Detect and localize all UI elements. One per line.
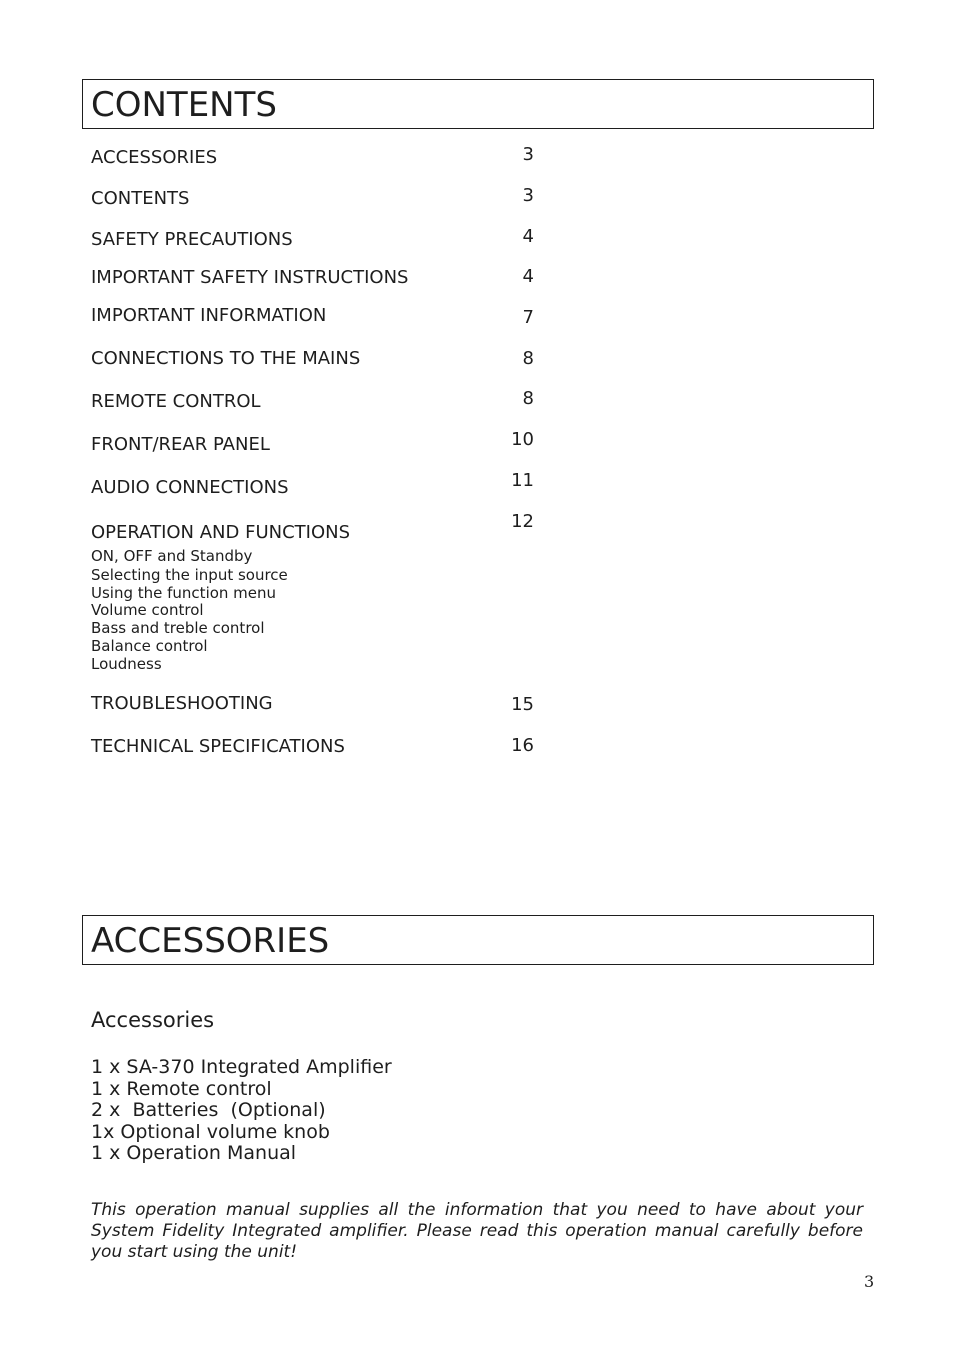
intro-paragraph: This operation manual supplies all the information that you need to have about your System Fidelity Integrated amplifier. Please read this operation manual carefully before you start using the unit!	[91, 1200, 863, 1262]
toc-subentry: ON, OFF and Standby	[91, 547, 253, 565]
toc-entry-label[interactable]: FRONT/REAR PANEL	[91, 434, 270, 455]
toc-entry-page: 7	[522, 307, 534, 328]
accessory-item: 1 x Remote control	[91, 1077, 272, 1100]
toc-entry-label[interactable]: ACCESSORIES	[91, 147, 218, 168]
toc-entry-label[interactable]: IMPORTANT INFORMATION	[91, 305, 327, 326]
toc-entry-page: 4	[522, 266, 534, 287]
toc-entry-page: 16	[511, 735, 534, 756]
accessory-item: 1 x SA-370 Integrated Amplifier	[91, 1056, 392, 1078]
toc-entry-page: 3	[522, 144, 534, 165]
toc-subentry: Selecting the input source	[91, 566, 288, 584]
accessories-title: ACCESSORIES	[91, 921, 330, 961]
toc-entry-page: 15	[511, 694, 534, 715]
toc-subentry: Bass and treble control	[91, 619, 265, 637]
toc-entry-page: 8	[522, 388, 534, 409]
toc-entry-page: 12	[511, 511, 534, 532]
accessories-heading: Accessories	[91, 1008, 215, 1032]
toc-entry-label[interactable]: REMOTE CONTROL	[91, 391, 261, 412]
toc-entry-page: 3	[522, 185, 534, 206]
toc-subentry: Using the function menu	[91, 584, 277, 602]
toc-entry-label[interactable]: SAFETY PRECAUTIONS	[91, 229, 293, 250]
toc-entry-label[interactable]: AUDIO CONNECTIONS	[91, 477, 289, 498]
toc-entry-label[interactable]: OPERATION AND FUNCTIONS	[91, 522, 351, 543]
toc-entry-page: 8	[522, 348, 534, 369]
toc-subentry: Balance control	[91, 637, 208, 655]
toc-entry-label[interactable]: CONTENTS	[91, 188, 190, 209]
toc-entry-label[interactable]: IMPORTANT SAFETY INSTRUCTIONS	[91, 267, 409, 288]
contents-header-box	[82, 79, 874, 129]
accessory-item: 2 x Batteries (Optional)	[91, 1099, 326, 1122]
toc-entry-label[interactable]: CONNECTIONS TO THE MAINS	[91, 348, 361, 369]
accessories-list	[91, 1057, 392, 1165]
toc-entry-page: 11	[511, 470, 534, 491]
toc-entry-label[interactable]: TROUBLESHOOTING	[91, 693, 273, 714]
toc-entry-label[interactable]: TECHNICAL SPECIFICATIONS	[91, 736, 345, 757]
accessory-item: 1x Optional volume knob	[91, 1120, 330, 1143]
accessories-header-box	[82, 915, 874, 965]
toc-subentry: Loudness	[91, 655, 162, 673]
toc-subentry: Volume control	[91, 601, 204, 619]
accessory-item: 1 x Operation Manual	[91, 1142, 297, 1165]
page-number: 3	[864, 1272, 875, 1291]
toc-entry-page: 10	[511, 429, 534, 450]
toc-entry-page: 4	[522, 226, 534, 247]
contents-title: CONTENTS	[91, 85, 277, 125]
